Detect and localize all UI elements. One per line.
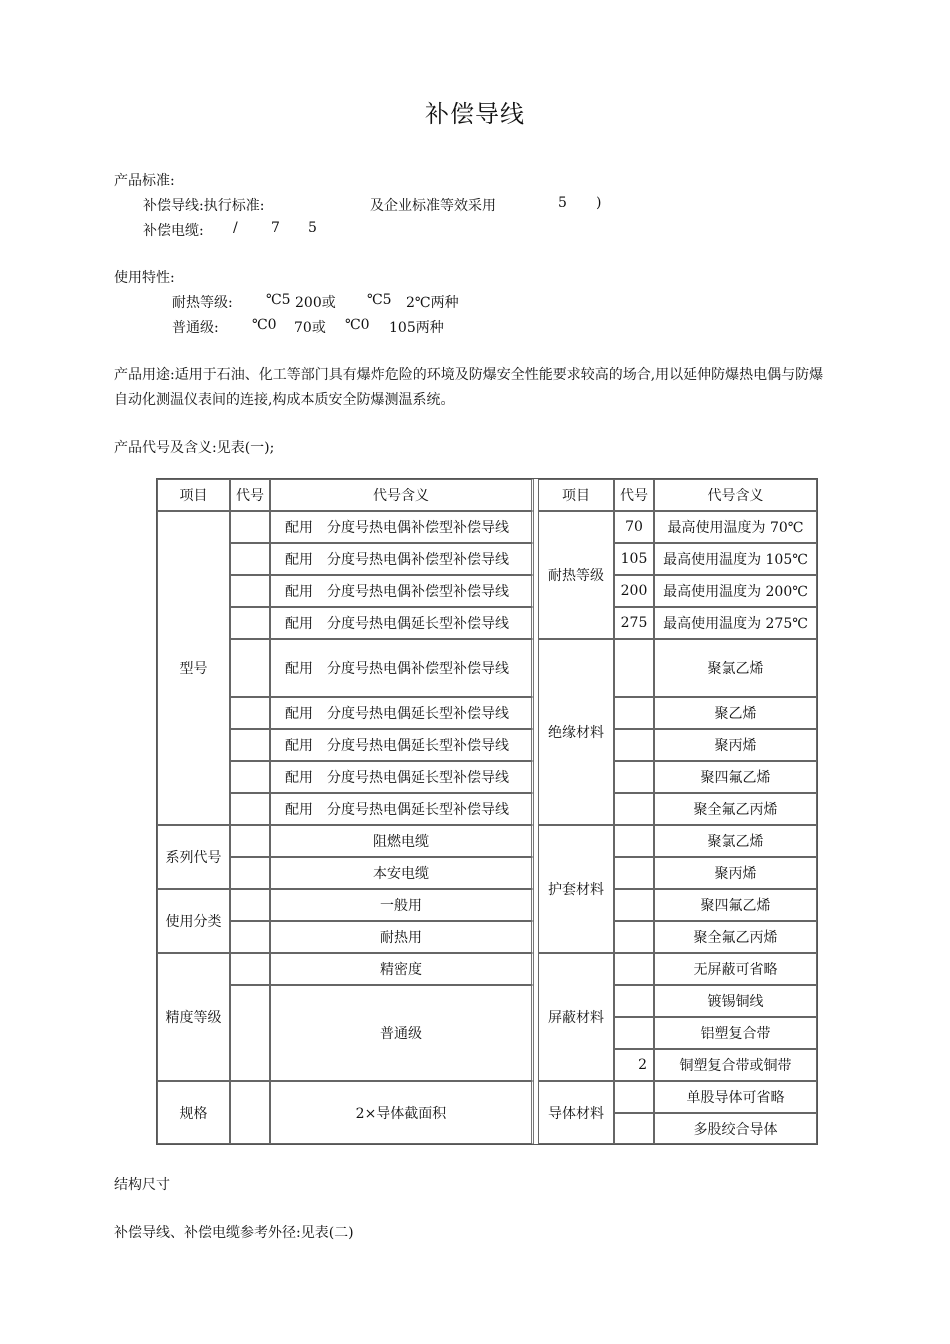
insul-code-cell <box>614 697 654 729</box>
cond-code-cell <box>614 1081 654 1113</box>
shield-row: 铝塑复合带 <box>654 1017 817 1049</box>
heat-label: 耐热等级: <box>172 295 233 311</box>
sheath-row: 聚全氟乙丙烯 <box>654 921 817 953</box>
cond-row: 单股导体可省略 <box>654 1081 817 1113</box>
shield-code <box>614 953 654 985</box>
standard-line1-a: 补偿导线:执行标准: <box>143 198 265 214</box>
heat-b: 200或 <box>295 295 336 311</box>
model-row: 配用 分度号热电偶延长型补偿导线 <box>270 793 534 825</box>
shield-code: 2 <box>614 1049 654 1081</box>
heat-d: 2℃两种 <box>406 295 459 311</box>
use-code-cell <box>230 889 270 921</box>
use-row: 一般用 <box>270 889 534 921</box>
sheath-code-cell <box>614 825 654 857</box>
insul-code-cell <box>614 639 654 697</box>
usage-label: 使用特性: <box>114 270 175 286</box>
precision-code-cell <box>230 985 270 1081</box>
precision-row: 精密度 <box>270 953 534 985</box>
spec-code-cell <box>230 1081 270 1144</box>
heat-code: 105 <box>614 543 654 575</box>
standard-line1-d: ) <box>596 195 602 211</box>
heat-code: 275 <box>614 607 654 639</box>
purpose-line2: 自动化测温仪表间的连接,构成本质安全防爆测温系统。 <box>114 392 455 408</box>
model-code-cell <box>230 511 270 543</box>
insul-row: 聚丙烯 <box>654 729 817 761</box>
model-code-cell <box>230 575 270 607</box>
sheath-code-cell <box>614 889 654 921</box>
insul-row: 聚四氟乙烯 <box>654 761 817 793</box>
product-code-table <box>156 478 818 1145</box>
series-code-cell <box>230 825 270 857</box>
group-conductor: 导体材料 <box>538 1081 614 1144</box>
series-code-cell <box>230 857 270 889</box>
model-code-cell <box>230 761 270 793</box>
group-spec: 规格 <box>157 1081 230 1144</box>
group-shield: 屏蔽材料 <box>538 953 614 1081</box>
sheath-code-cell <box>614 921 654 953</box>
standard-line1-b: 及企业标准等效采用 <box>370 198 496 214</box>
model-code-cell <box>230 729 270 761</box>
group-sheath: 护套材料 <box>538 825 614 953</box>
standard-line2-b: / <box>233 220 238 236</box>
purpose-line1: 产品用途:适用于石油、化工等部门具有爆炸危险的环境及防爆安全性能要求较高的场合,用以延伸防爆热电偶与防爆 <box>114 367 824 383</box>
header-code: 代号 <box>230 479 270 511</box>
shield-code <box>614 985 654 1017</box>
model-code-cell <box>230 793 270 825</box>
standard-line2-c: 7 <box>271 220 280 236</box>
model-row: 配用 分度号热电偶补偿型补偿导线 <box>270 639 534 697</box>
model-code-cell <box>230 543 270 575</box>
code-line: 产品代号及含义:见表(一); <box>114 440 275 456</box>
use-code-cell <box>230 921 270 953</box>
standard-line2-d: 5 <box>308 220 317 236</box>
group-use: 使用分类 <box>157 889 230 953</box>
heat-meaning: 最高使用温度为 105℃ <box>654 543 817 575</box>
model-code-cell <box>230 697 270 729</box>
group-heat: 耐热等级 <box>538 511 614 639</box>
heat-code: 70 <box>614 511 654 543</box>
insul-row: 聚全氟乙丙烯 <box>654 793 817 825</box>
heat-code: 200 <box>614 575 654 607</box>
header-item-2: 项目 <box>538 479 614 511</box>
heat-meaning: 最高使用温度为 70℃ <box>654 511 817 543</box>
model-code-cell <box>230 639 270 697</box>
heat-c: ℃5 <box>367 292 392 308</box>
heat-meaning: 最高使用温度为 200℃ <box>654 575 817 607</box>
shield-row: 无屏蔽可省略 <box>654 953 817 985</box>
spec-row: 2×导体截面积 <box>270 1081 534 1144</box>
sheath-code-cell <box>614 857 654 889</box>
sheath-row: 聚氯乙烯 <box>654 825 817 857</box>
model-row: 配用 分度号热电偶延长型补偿导线 <box>270 607 534 639</box>
normal-d: 105两种 <box>389 320 444 336</box>
normal-a: ℃0 <box>252 317 277 333</box>
header-item: 项目 <box>157 479 230 511</box>
header-code-2: 代号 <box>614 479 654 511</box>
precision-row: 普通级 <box>270 985 534 1081</box>
cond-row: 多股绞合导体 <box>654 1113 817 1144</box>
model-row: 配用 分度号热电偶补偿型补偿导线 <box>270 543 534 575</box>
model-code-cell <box>230 607 270 639</box>
model-row: 配用 分度号热电偶延长型补偿导线 <box>270 729 534 761</box>
shield-code <box>614 1017 654 1049</box>
document-title: 补偿导线 <box>425 100 525 128</box>
use-row: 耐热用 <box>270 921 534 953</box>
precision-code-cell <box>230 953 270 985</box>
group-model: 型号 <box>157 511 230 825</box>
group-precision: 精度等级 <box>157 953 230 1081</box>
group-insulation: 绝缘材料 <box>538 639 614 825</box>
standard-line1-c: 5 <box>558 195 567 211</box>
header-meaning-2: 代号含义 <box>654 479 817 511</box>
sheath-row: 聚四氟乙烯 <box>654 889 817 921</box>
cond-code-cell <box>614 1113 654 1144</box>
group-series: 系列代号 <box>157 825 230 889</box>
heat-meaning: 最高使用温度为 275℃ <box>654 607 817 639</box>
reference-line: 补偿导线、补偿电缆参考外径:见表(二) <box>114 1225 354 1241</box>
shield-row: 铜塑复合带或铜带 <box>654 1049 817 1081</box>
standard-line2-a: 补偿电缆: <box>143 223 204 239</box>
insul-code-cell <box>614 729 654 761</box>
header-meaning: 代号含义 <box>270 479 534 511</box>
shield-row: 镀锡铜线 <box>654 985 817 1017</box>
insul-row: 聚乙烯 <box>654 697 817 729</box>
insul-code-cell <box>614 761 654 793</box>
sheath-row: 聚丙烯 <box>654 857 817 889</box>
normal-label: 普通级: <box>172 320 219 336</box>
series-row: 本安电缆 <box>270 857 534 889</box>
model-row: 配用 分度号热电偶补偿型补偿导线 <box>270 511 534 543</box>
model-row: 配用 分度号热电偶补偿型补偿导线 <box>270 575 534 607</box>
model-row: 配用 分度号热电偶延长型补偿导线 <box>270 761 534 793</box>
model-row: 配用 分度号热电偶延长型补偿导线 <box>270 697 534 729</box>
insul-row: 聚氯乙烯 <box>654 639 817 697</box>
insul-code-cell <box>614 793 654 825</box>
normal-b: 70或 <box>294 320 326 336</box>
series-row: 阻燃电缆 <box>270 825 534 857</box>
structure-heading: 结构尺寸 <box>114 1177 170 1193</box>
heat-a: ℃5 <box>266 292 291 308</box>
standard-label: 产品标准: <box>114 173 175 189</box>
normal-c: ℃0 <box>345 317 370 333</box>
